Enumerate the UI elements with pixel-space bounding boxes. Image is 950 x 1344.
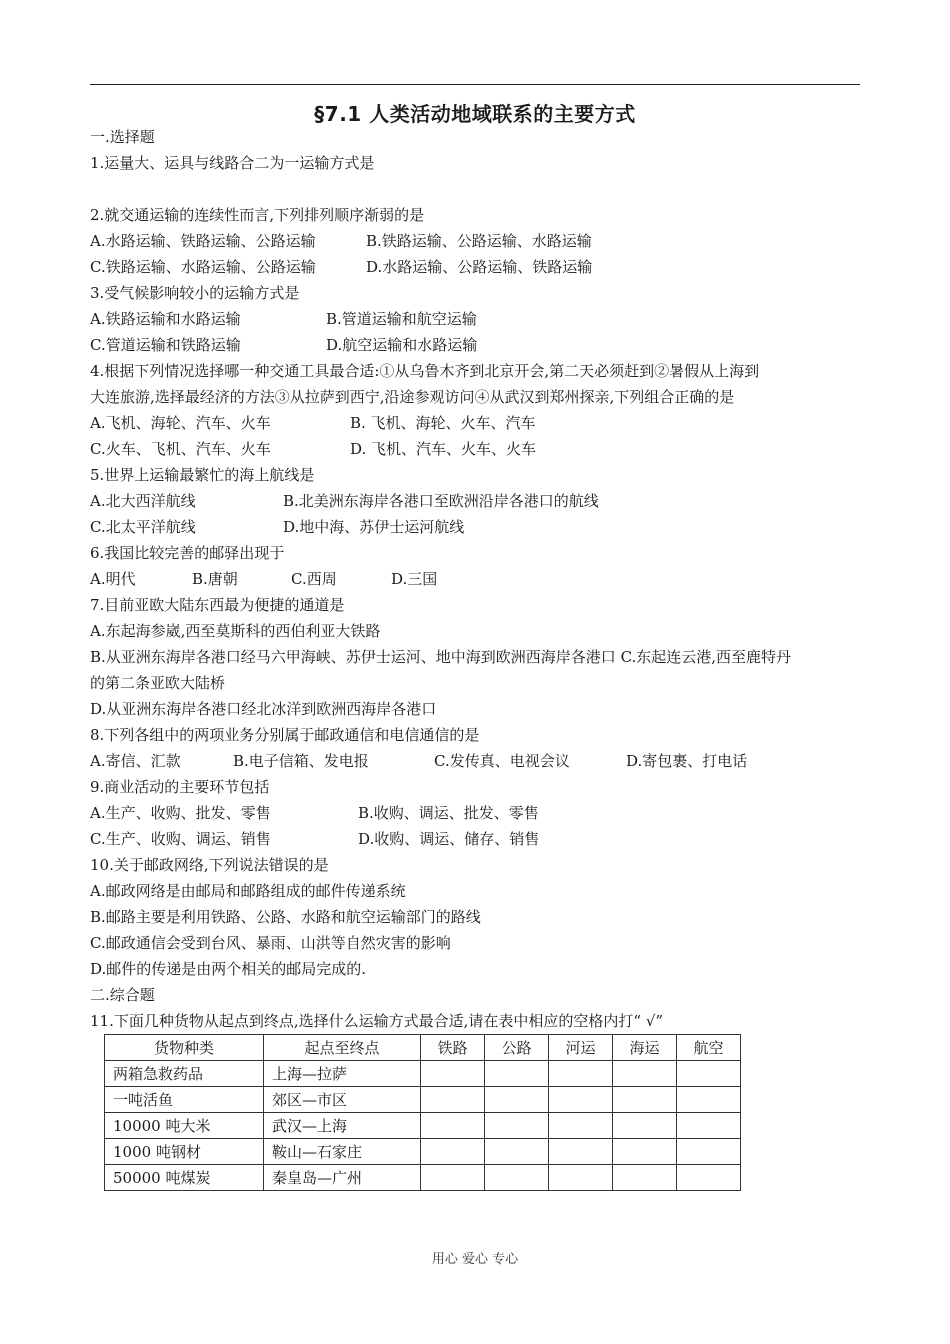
- header-rule: [90, 84, 860, 85]
- answer-cell[interactable]: [677, 1165, 741, 1191]
- goods-cell: 一吨活鱼: [105, 1087, 264, 1113]
- route-cell: 鞍山—石家庄: [264, 1139, 421, 1165]
- q10-option-b: B.邮路主要是利用铁路、公路、水路和航空运输部门的路线: [90, 908, 481, 926]
- answer-cell[interactable]: [613, 1139, 677, 1165]
- q6-option-a: A.明代: [90, 570, 136, 588]
- q5-options-row2: [90, 514, 865, 540]
- q4-stem-line2: 大连旅游,选择最经济的方法③从拉萨到西宁,沿途参观访问④从武汉到郑州探亲,下列组合正确的是: [90, 388, 735, 406]
- col-header-river: 河运: [549, 1035, 613, 1061]
- q10-option-c: C.邮政通信会受到台风、暴雨、山洪等自然灾害的影响: [90, 934, 451, 952]
- answer-cell[interactable]: [421, 1139, 485, 1165]
- col-header-rail: 铁路: [421, 1035, 485, 1061]
- q5-option-a: A.北大西洋航线: [90, 492, 196, 510]
- q1-stem: 1.运量大、运具与线路合二为一运输方式是: [90, 154, 375, 172]
- q9-option-a: A.生产、收购、批发、零售: [90, 804, 271, 822]
- table-row: [105, 1061, 741, 1087]
- answer-cell[interactable]: [677, 1139, 741, 1165]
- q6-option-b: B.唐朝: [192, 570, 238, 588]
- q6-option-c: C.西周: [291, 570, 337, 588]
- q1-answer-space: [90, 176, 865, 202]
- question-list: [90, 124, 865, 1034]
- table-row: [105, 1165, 741, 1191]
- answer-cell[interactable]: [549, 1139, 613, 1165]
- q9-option-d: D.收购、调运、储存、销售: [358, 830, 540, 848]
- q5-option-b: B.北美洲东海岸各港口至欧洲沿岸各港口的航线: [283, 492, 599, 510]
- q3-option-c: C.管道运输和铁路运输: [90, 336, 241, 354]
- section-heading-comprehensive: 二.综合题: [90, 986, 155, 1004]
- q8-option-a: A.寄信、汇款: [90, 752, 181, 770]
- goods-cell: 两箱急救药品: [105, 1061, 264, 1087]
- route-cell: 秦皇岛—广州: [264, 1165, 421, 1191]
- q7-option-d: D.从亚洲东海岸各港口经北冰洋到欧洲西海岸各港口: [90, 700, 437, 718]
- q6-options: [90, 566, 865, 592]
- q3-option-d: D.航空运输和水路运输: [326, 336, 478, 354]
- answer-cell[interactable]: [485, 1113, 549, 1139]
- q2-option-c: C.铁路运输、水路运输、公路运输: [90, 258, 316, 276]
- answer-cell[interactable]: [613, 1113, 677, 1139]
- route-cell: 武汉—上海: [264, 1113, 421, 1139]
- q3-option-a: A.铁路运输和水路运输: [90, 310, 241, 328]
- q8-option-c: C.发传真、电视会议: [434, 752, 570, 770]
- answer-cell[interactable]: [549, 1061, 613, 1087]
- q4-stem-line1: 4.根据下列情况选择哪一种交通工具最合适:①从乌鲁木齐到北京开会,第二天必须赶到②暑假从上海到: [90, 362, 760, 380]
- q3-option-b: B.管道运输和航空运输: [326, 310, 477, 328]
- answer-cell[interactable]: [421, 1165, 485, 1191]
- answer-cell[interactable]: [485, 1087, 549, 1113]
- q4-option-c: C.火车、飞机、汽车、火车: [90, 440, 271, 458]
- col-header-air: 航空: [677, 1035, 741, 1061]
- q2-options-row1: [90, 228, 865, 254]
- q7-stem: 7.目前亚欧大陆东西最为便捷的通道是: [90, 596, 345, 614]
- page-footer: 用心 爱心 专心: [431, 1252, 519, 1267]
- answer-cell[interactable]: [613, 1087, 677, 1113]
- col-header-goods: 货物种类: [105, 1035, 264, 1061]
- q8-stem: 8.下列各组中的两项业务分别属于邮政通信和电信通信的是: [90, 726, 480, 744]
- col-header-route: 起点至终点: [264, 1035, 421, 1061]
- q10-stem: 10.关于邮政网络,下列说法错误的是: [90, 856, 329, 874]
- q2-option-b: B.铁路运输、公路运输、水路运输: [366, 232, 592, 250]
- q4-option-a: A.飞机、海轮、汽车、火车: [90, 414, 271, 432]
- q2-options-row2: [90, 254, 865, 280]
- q4-options-row1: [90, 410, 865, 436]
- table-header-row: [105, 1035, 741, 1061]
- q7-option-b-line2: 的第二条亚欧大陆桥: [90, 674, 226, 692]
- answer-cell[interactable]: [613, 1165, 677, 1191]
- q2-stem: 2.就交通运输的连续性而言,下列排列顺序渐弱的是: [90, 206, 425, 224]
- q3-stem: 3.受气候影响较小的运输方式是: [90, 284, 300, 302]
- q2-option-a: A.水路运输、铁路运输、公路运输: [90, 232, 316, 250]
- answer-cell[interactable]: [549, 1165, 613, 1191]
- q9-options-row2: [90, 826, 865, 852]
- q3-options-row1: [90, 306, 865, 332]
- route-cell: 上海—拉萨: [264, 1061, 421, 1087]
- answer-cell[interactable]: [549, 1113, 613, 1139]
- q9-options-row1: [90, 800, 865, 826]
- answer-cell[interactable]: [677, 1113, 741, 1139]
- q4-option-b: B. 飞机、海轮、火车、汽车: [350, 414, 536, 432]
- col-header-sea: 海运: [613, 1035, 677, 1061]
- answer-cell[interactable]: [677, 1087, 741, 1113]
- q4-options-row2: [90, 436, 865, 462]
- answer-cell[interactable]: [421, 1061, 485, 1087]
- q5-stem: 5.世界上运输最繁忙的海上航线是: [90, 466, 315, 484]
- q10-option-d: D.邮件的传递是由两个相关的邮局完成的.: [90, 960, 367, 978]
- q9-stem: 9.商业活动的主要环节包括: [90, 778, 270, 796]
- q3-options-row2: [90, 332, 865, 358]
- col-header-road: 公路: [485, 1035, 549, 1061]
- q6-stem: 6.我国比较完善的邮驿出现于: [90, 544, 285, 562]
- q7-option-a: A.东起海参崴,西至莫斯科的西伯利亚大铁路: [90, 622, 381, 640]
- q5-option-c: C.北太平洋航线: [90, 518, 196, 536]
- section-heading-choice: 一.选择题: [90, 128, 155, 146]
- route-cell: 郊区—市区: [264, 1087, 421, 1113]
- table-row: [105, 1113, 741, 1139]
- table-row: [105, 1139, 741, 1165]
- goods-cell: 10000 吨大米: [105, 1113, 264, 1139]
- q6-option-d: D.三国: [391, 570, 438, 588]
- goods-cell: 50000 吨煤炭: [105, 1165, 264, 1191]
- answer-cell[interactable]: [613, 1061, 677, 1087]
- q4-option-d: D. 飞机、汽车、火车、火车: [350, 440, 537, 458]
- answer-cell[interactable]: [549, 1087, 613, 1113]
- q8-options: [90, 748, 865, 774]
- q8-option-d: D.寄包裹、打电话: [626, 752, 748, 770]
- q2-option-d: D.水路运输、公路运输、铁路运输: [366, 258, 593, 276]
- q9-option-b: B.收购、调运、批发、零售: [358, 804, 539, 822]
- answer-cell[interactable]: [485, 1165, 549, 1191]
- answer-cell[interactable]: [421, 1087, 485, 1113]
- transport-choice-table: [104, 1034, 741, 1191]
- answer-cell[interactable]: [485, 1061, 549, 1087]
- answer-cell[interactable]: [485, 1139, 549, 1165]
- answer-cell[interactable]: [421, 1113, 485, 1139]
- q7-option-b-line1: B.从亚洲东海岸各港口经马六甲海峡、苏伊士运河、地中海到欧洲西海岸各港口 C.东起连云港,西至鹿特丹: [90, 648, 792, 666]
- q5-option-d: D.地中海、苏伊士运河航线: [283, 518, 465, 536]
- q5-options-row1: [90, 488, 865, 514]
- q9-option-c: C.生产、收购、调运、销售: [90, 830, 271, 848]
- q11-stem: 11.下面几种货物从起点到终点,选择什么运输方式最合适,请在表中相应的空格内打“ √”: [90, 1012, 664, 1030]
- q10-option-a: A.邮政网络是由邮局和邮路组成的邮件传递系统: [90, 882, 406, 900]
- answer-cell[interactable]: [677, 1061, 741, 1087]
- goods-cell: 1000 吨钢材: [105, 1139, 264, 1165]
- q8-option-b: B.电子信箱、发电报: [233, 752, 369, 770]
- table-row: [105, 1087, 741, 1113]
- page-title: §7.1 人类活动地域联系的主要方式: [314, 102, 636, 126]
